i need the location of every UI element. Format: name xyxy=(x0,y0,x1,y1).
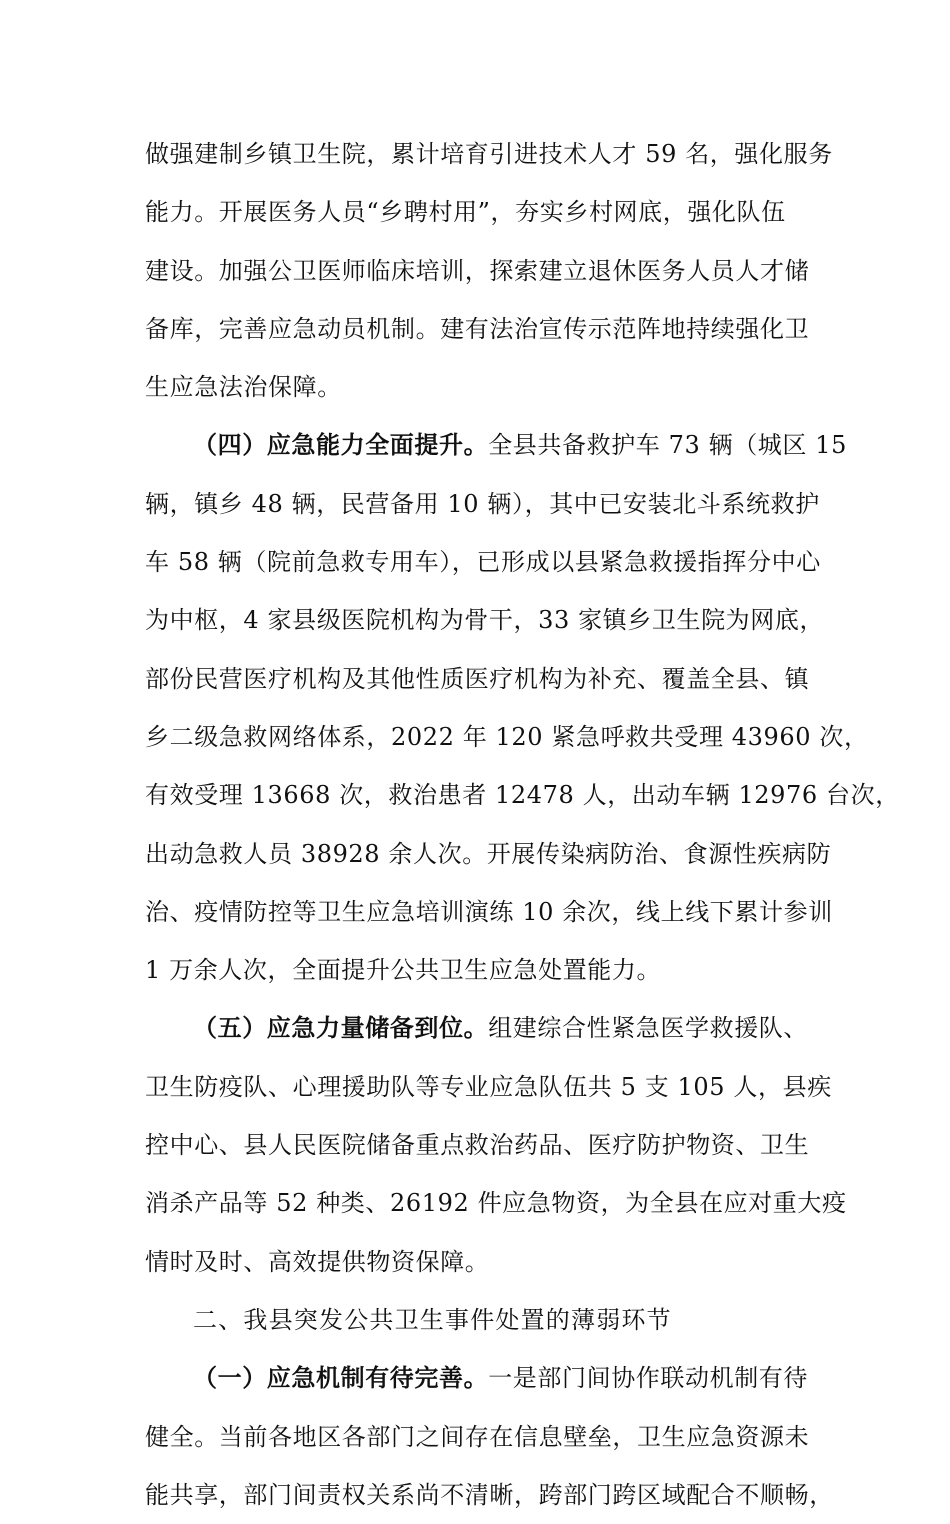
text-line: 控中心、县人民医院储备重点救治药品、医疗防护物资、卫生 xyxy=(145,1131,810,1160)
text-line: 情时及时、高效提供物资保障。 xyxy=(145,1247,490,1276)
text-line: 为中枢，4 家县级医院机构为骨干，33 家镇乡卫生院为网底， xyxy=(145,606,825,635)
text-line: 消杀产品等 52 种类、26192 件应急物资，为全县在应对重大疫 xyxy=(145,1189,847,1218)
text-line: 做强建制乡镇卫生院，累计培育引进技术人才 59 名，强化服务 xyxy=(145,140,833,168)
section-5-paragraph xyxy=(145,999,847,1290)
text-line xyxy=(145,416,847,474)
subsection-1-title: （一）应急机制有待完善。 xyxy=(193,1363,489,1393)
text-line: 能力。开展医务人员“乡聘村用”，夯实乡村网底，强化队伍 xyxy=(145,198,786,227)
section-heading-2: 二、我县突发公共卫生事件处置的薄弱环节 xyxy=(193,1305,672,1334)
intro-paragraph xyxy=(145,125,833,416)
text-line: 卫生防疫队、心理援助队等专业应急队伍共 5 支 105 人，县疾 xyxy=(145,1072,832,1101)
text-line: 车 58 辆（院前急救专用车），已形成以县紧急救援指挥分中心 xyxy=(145,548,821,577)
section-5-first-line: 组建综合性紧急医学救援队、 xyxy=(488,1014,809,1043)
text-line: 部份民营医疗机构及其他性质医疗机构为补充、覆盖全县、镇 xyxy=(145,664,810,693)
text-line: 生应急法治保障。 xyxy=(145,373,342,402)
text-line: 有效受理 13668 次，救治患者 12478 人，出动车辆 12976 台次， xyxy=(145,781,900,810)
subsection-1-paragraph xyxy=(145,1349,834,1524)
section-4-title: （四）应急能力全面提升。 xyxy=(193,430,489,460)
section-4-paragraph xyxy=(145,416,900,999)
section-5-title: （五）应急力量储备到位。 xyxy=(193,1013,489,1043)
text-line: 乡二级急救网络体系，2022 年 120 紧急呼救共受理 43960 次， xyxy=(145,722,869,751)
section-4-first-line: 全县共备救护车 73 辆（城区 15 xyxy=(488,431,847,460)
text-line: 建设。加强公卫医师临床培训，探索建立退休医务人员人才储 xyxy=(145,256,810,285)
text-line: 辆，镇乡 48 辆，民营备用 10 辆），其中已安装北斗系统救护 xyxy=(145,489,820,518)
document-page xyxy=(145,125,900,1524)
text-line: 出动急救人员 38928 余人次。开展传染病防治、食源性疾病防 xyxy=(145,839,832,868)
text-line: 健全。当前各地区各部门之间存在信息壁垒，卫生应急资源未 xyxy=(145,1422,810,1451)
text-line: 能共享，部门间责权关系尚不清晰，跨部门跨区域配合不顺畅， xyxy=(145,1480,834,1509)
text-line: 备库，完善应急动员机制。建有法治宣传示范阵地持续强化卫 xyxy=(145,314,810,343)
subsection-1-first-line: 一是部门间协作联动机制有待 xyxy=(488,1364,809,1393)
text-line xyxy=(145,1349,810,1407)
text-line: 1 万余人次，全面提升公共卫生应急处置能力。 xyxy=(145,956,662,985)
text-line: 治、疫情防控等卫生应急培训演练 10 余次，线上线下累计参训 xyxy=(145,897,833,926)
text-line xyxy=(145,999,810,1057)
